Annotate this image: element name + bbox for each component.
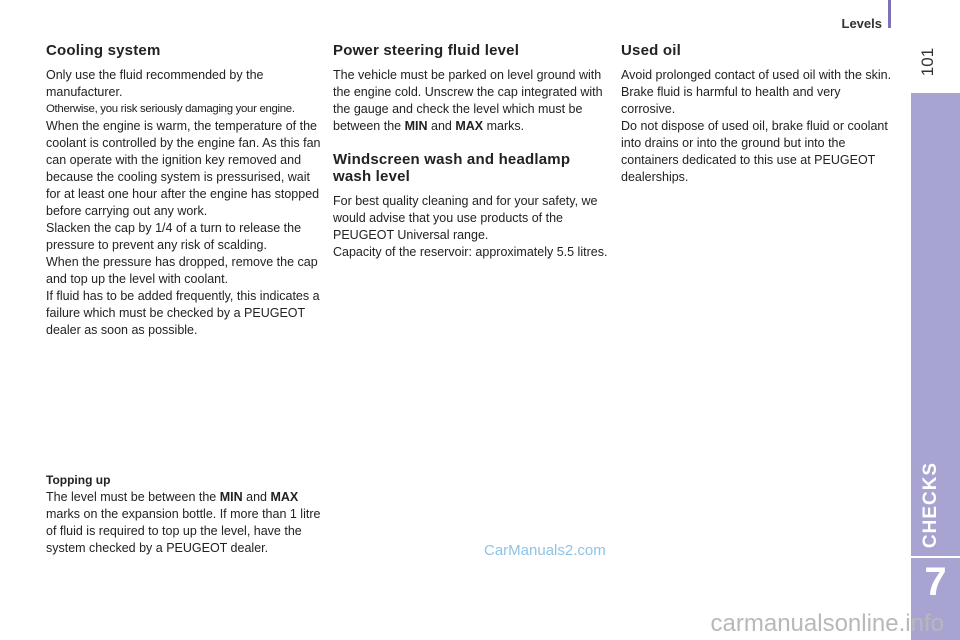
topping-up-title: Topping up xyxy=(46,473,111,487)
topping-max-mark: MAX xyxy=(270,490,299,504)
topping-text-2: and xyxy=(242,490,271,504)
cooling-warning: Otherwise, you risk seriously damaging your engine. xyxy=(46,103,295,115)
cooling-system-section xyxy=(46,42,322,339)
ps-text-3: marks. xyxy=(483,119,525,133)
ps-max-mark: MAX xyxy=(455,119,484,133)
topping-text-1: The level must be between the xyxy=(46,490,220,504)
watermark-carmanuals2[interactable]: CarManuals2.com xyxy=(484,542,606,559)
topping-up-section xyxy=(46,472,322,557)
page-number: 101 xyxy=(918,47,937,77)
header-rule xyxy=(888,0,891,28)
topping-min-mark: MIN xyxy=(219,490,243,504)
chapter-number: 7 xyxy=(924,560,947,604)
cooling-paragraph-5: When the pressure has dropped, remove the cap and top up the level with coolant. xyxy=(46,255,318,286)
cooling-system-title: Cooling system xyxy=(46,42,161,59)
used-oil-title: Used oil xyxy=(621,42,681,59)
ps-text-1: The vehicle must be parked on level ground with the engine cold. Unscrew the cap integrated with the gauge and check the level which must be between the xyxy=(333,68,603,133)
used-oil-paragraph-1: Avoid prolonged contact of used oil with the skin. xyxy=(621,68,892,82)
power-steering-section xyxy=(333,42,609,261)
chapter-title: CHECKS xyxy=(920,461,941,549)
windscreen-paragraph-2: Capacity of the reservoir: approximately 5.5 litres. xyxy=(333,245,608,259)
windscreen-paragraph-1: For best quality cleaning and for your safety, we would advise that you use products of the PEUGEOT Universal range. xyxy=(333,194,598,242)
side-tab-divider xyxy=(911,556,960,558)
topping-text-3: marks on the expansion bottle. If more than 1 litre of fluid is required to top up the level, have the system checked by a PEUGEOT dealer. xyxy=(46,507,321,555)
power-steering-title: Power steering fluid level xyxy=(333,42,520,59)
header-section-label: Levels xyxy=(841,16,882,31)
used-oil-paragraph-2: Brake fluid is harmful to health and very corrosive. xyxy=(621,85,841,116)
topping-up-text xyxy=(46,489,322,557)
windscreen-wash-title: Windscreen wash and headlamp wash level xyxy=(333,151,571,185)
used-oil-section xyxy=(621,42,897,186)
power-steering-text xyxy=(333,67,609,135)
cooling-paragraph-3: When the engine is warm, the temperature of the coolant is controlled by the engine fan. As this fan can operate with the ignition key removed and because the cooling system is pressurised, wait for at least one hour after the engine has stopped before carrying out any work. xyxy=(46,119,321,218)
watermark-carmanualsonline[interactable]: carmanualsonline.info xyxy=(710,610,944,637)
ps-text-2: and xyxy=(427,119,456,133)
cooling-paragraph-6: If fluid has to be added frequently, this indicates a failure which must be checked by a PEUGEOT dealer as soon as possible. xyxy=(46,289,320,337)
ps-min-mark: MIN xyxy=(404,119,428,133)
cooling-paragraph-1: Only use the fluid recommended by the manufacturer. xyxy=(46,68,264,99)
cooling-paragraph-4: Slacken the cap by 1/4 of a turn to release the pressure to prevent any risk of scalding. xyxy=(46,221,302,252)
used-oil-paragraph-3: Do not dispose of used oil, brake fluid or coolant into drains or into the ground but into the containers dedicated to this use at PEUGEOT dealerships. xyxy=(621,119,888,184)
